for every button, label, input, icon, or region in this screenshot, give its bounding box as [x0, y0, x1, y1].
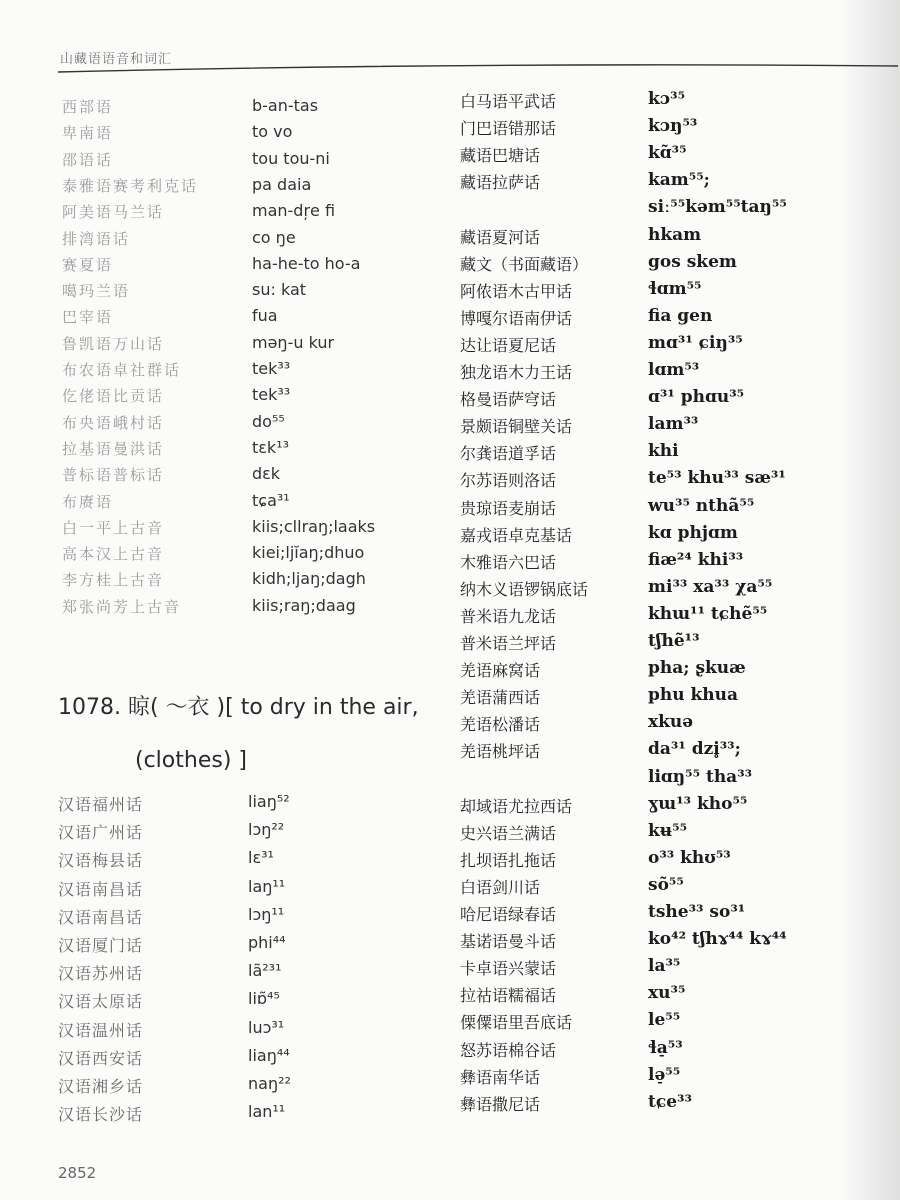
dialect-name: 排湾语话 [62, 229, 131, 248]
dialect-name: 羌语松潘话 [460, 715, 541, 735]
dialect-name: 木雅语六巴话 [460, 552, 557, 572]
word-form: ɬa̠⁵³ [648, 1037, 683, 1058]
word-form: khɯ¹¹ tɕhẽ⁵⁵ [648, 603, 768, 624]
dialect-name: 藏语拉萨话 [460, 173, 541, 193]
dialect-name: 汉语湘乡话 [58, 1077, 144, 1096]
word-form: laŋ¹¹ [248, 876, 286, 896]
dialect-name: 李方桂上古音 [62, 571, 165, 590]
dialect-name: 郑张尚芳上古音 [62, 597, 182, 616]
dialect-name: 羌语桃坪话 [460, 742, 541, 762]
dialect-name: 鲁凯语万山话 [62, 334, 165, 353]
dialect-name: 藏语夏河话 [460, 227, 541, 247]
word-form: kiis;raŋ;daag [252, 595, 356, 615]
dialect-name: 汉语南昌话 [58, 879, 144, 899]
word-form: da³¹ dzi̥³³; [648, 739, 741, 760]
dialect-name: 汉语长沙话 [58, 1105, 144, 1125]
word-form: kam⁵⁵; [648, 170, 710, 191]
word-form: to vo [252, 122, 293, 142]
word-form: kɑ phjɑm [648, 522, 738, 543]
header-rule [58, 60, 898, 74]
dialect-name: 布赓语 [62, 492, 114, 511]
dialect-name: 格曼语萨穹话 [460, 390, 557, 410]
word-form: lɑm⁵³ [648, 360, 700, 380]
dialect-name: 藏语巴塘话 [460, 146, 541, 166]
word-form: məŋ-u kur [252, 332, 335, 352]
word-form: phu khua [648, 685, 739, 706]
word-form: ɣɯ¹³ kho⁵⁵ [648, 793, 748, 814]
dialect-name: 达让语夏尼话 [460, 335, 557, 355]
dialect-name: 嘉戎语卓克基话 [460, 525, 573, 545]
word-form: su: kat [252, 280, 307, 300]
word-form: do⁵⁵ [252, 411, 285, 431]
word-form: kɑ̃³⁵ [648, 143, 687, 164]
dialect-name: 汉语太原话 [58, 992, 144, 1012]
word-form: siː⁵⁵kəm⁵⁵taŋ⁵⁵ [648, 197, 787, 218]
word-form: phi⁴⁴ [248, 933, 286, 952]
word-form: fua [252, 306, 278, 326]
dialect-name: 普标语普标话 [62, 466, 165, 485]
word-form: kɔŋ⁵³ [648, 116, 698, 137]
word-form: xkuə [648, 712, 694, 733]
word-form: tou tou-ni [252, 148, 330, 168]
word-form: mi³³ xa³³ χa⁵⁵ [648, 576, 773, 597]
word-form: lam³³ [648, 414, 699, 435]
dialect-name: 怒苏语棉谷话 [460, 1040, 557, 1060]
dialect-name: 拉祜语糯福话 [460, 986, 557, 1006]
dialect-name: 汉语西安话 [58, 1048, 144, 1068]
dialect-name: 普米语兰坪话 [460, 634, 557, 653]
word-form: pha; ʂkuæ [648, 658, 746, 679]
word-form: tɛk¹³ [252, 437, 290, 457]
word-form: tɕa³¹ [252, 490, 290, 510]
dialect-name: 博嘎尔语南伊话 [460, 308, 573, 328]
left-column-bottom [58, 792, 438, 1132]
word-form: sõ⁵⁵ [648, 874, 684, 895]
word-form: mɑ³¹ ɕiŋ³⁵ [648, 332, 743, 353]
dialect-name: 西部语 [62, 98, 114, 116]
left-column-top [62, 96, 442, 626]
running-header: 山藏语语音和词汇 [60, 52, 173, 67]
word-form: ha-he-to ho-a [252, 253, 361, 273]
dialect-name: 仡佬语比贡话 [62, 387, 165, 406]
dialect-name: 阿侬语木古甲话 [460, 281, 573, 301]
word-form: fia gen [648, 305, 713, 326]
word-form: kʉ⁵⁵ [648, 820, 688, 841]
word-form: gos skem [648, 251, 737, 272]
word-form: lɔŋ²² [248, 820, 285, 840]
dialect-name: 哈尼语绿春话 [460, 905, 557, 924]
word-form: ko⁴² tʃhɤ⁴⁴ kɤ⁴⁴ [648, 929, 787, 950]
word-form: te⁵³ khu³³ sæ³¹ [648, 468, 786, 489]
word-form: tek³³ [252, 385, 291, 405]
word-form: la³⁵ [648, 956, 681, 977]
dialect-name: 尔龚语道孚话 [460, 444, 557, 464]
dialect-name: 拉基语曼洪话 [62, 439, 165, 458]
word-form: lã²³¹ [248, 961, 282, 981]
dialect-name: 汉语梅县话 [58, 851, 144, 871]
word-form: naŋ²² [248, 1074, 291, 1093]
dialect-name: 汉语温州话 [58, 1020, 144, 1040]
dialect-name: 景颇语铜壁关话 [460, 417, 573, 437]
word-form: lɔŋ¹¹ [248, 904, 285, 924]
dialect-name: 汉语南昌话 [58, 907, 144, 927]
dialect-name: 基诺语曼斗话 [460, 932, 557, 952]
word-form: le⁵⁵ [648, 1010, 681, 1031]
word-form: kiei;ljĭaŋ;dhuo [252, 543, 365, 563]
dialect-name: 噶玛兰语 [62, 282, 131, 301]
word-form: liɒ̃⁴⁵ [248, 989, 280, 1009]
dialect-name: 藏文（书面藏语） [460, 254, 589, 274]
word-form: liaŋ⁵² [248, 792, 290, 811]
page-number: 2852 [58, 1164, 97, 1182]
dialect-name: 贵琼语麦崩话 [460, 498, 557, 518]
word-form: b-an-tas [252, 96, 319, 115]
word-form: khi [648, 441, 679, 462]
word-form: lan¹¹ [248, 1102, 286, 1122]
word-form: kiis;cllraŋ;laaks [252, 516, 376, 536]
word-form: o³³ khʊ⁵³ [648, 847, 731, 868]
word-form: man-dŗe fi [252, 201, 336, 221]
word-form: lə̠⁵⁵ [648, 1064, 681, 1085]
word-form: lɛ³¹ [248, 848, 274, 868]
dialect-name: 阿美语马兰话 [62, 203, 165, 222]
dialect-name: 羌语麻窝话 [460, 661, 541, 681]
word-form: liɑŋ⁵⁵ tha³³ [648, 766, 753, 787]
dialect-name: 邵语话 [62, 150, 114, 169]
word-form: xu³⁵ [648, 983, 686, 1004]
dialect-name: 泰雅语赛考利克话 [62, 176, 199, 195]
word-form: pa daia [252, 174, 312, 194]
dialect-name: 白马语平武话 [460, 92, 557, 111]
dialect-name: 汉语广州话 [58, 823, 144, 843]
entry-heading-gloss: (clothes) ] [135, 748, 247, 773]
dialect-name: 尔苏语则洛话 [460, 471, 557, 491]
dialect-name: 汉语苏州话 [58, 964, 144, 984]
dialect-name: 独龙语木力王话 [460, 363, 573, 382]
dialect-name: 汉语厦门话 [58, 936, 144, 955]
word-form: dɛk [252, 464, 281, 484]
word-form: tɕe³³ [648, 1091, 692, 1112]
right-column [460, 89, 880, 1139]
word-form: tʃhẽ¹³ [648, 631, 700, 651]
dialect-name: 傈僳语里吾底话 [460, 1013, 573, 1033]
dialect-name: 布农语卓社群话 [62, 361, 182, 379]
dialect-name: 彝语南华话 [460, 1067, 541, 1087]
word-form: fiæ²⁴ khi³³ [648, 549, 744, 570]
word-form: co ŋe [252, 227, 296, 247]
dialect-name: 白一平上古音 [62, 518, 165, 537]
dialect-name: 彝语撒尼话 [460, 1094, 541, 1114]
dialect-name: 扎坝语扎拖话 [460, 850, 557, 870]
word-form: hkam [648, 224, 702, 245]
word-form: tek³³ [252, 359, 291, 378]
dialect-name: 布央语峨村话 [62, 413, 165, 432]
dialect-name: 巴宰语 [62, 308, 114, 327]
dialect-name: 卡卓语兴蒙话 [460, 959, 557, 979]
dialect-name: 普米语九龙话 [460, 606, 557, 626]
word-form: kɔ³⁵ [648, 89, 686, 109]
dialect-name: 白语剑川话 [460, 877, 541, 897]
dialect-name: 卑南语 [62, 124, 114, 143]
word-form: ɑ³¹ phɑu³⁵ [648, 387, 745, 408]
dialect-name: 史兴语兰满话 [460, 823, 557, 843]
word-form: luɔ³¹ [248, 1017, 285, 1037]
dialect-name: 汉语福州话 [58, 795, 144, 814]
entry-heading: 1078. 晾( ～衣 )[ to dry in the air, [58, 695, 419, 720]
word-form: tshe³³ so³¹ [648, 902, 746, 922]
word-form: liaŋ⁴⁴ [248, 1045, 290, 1065]
dialect-name: 羌语蒲西话 [460, 688, 541, 708]
dialect-name: 纳木义语锣锅底话 [460, 579, 589, 599]
word-form: kidh;ljaŋ;dagh [252, 569, 366, 589]
dialect-name: 门巴语错那话 [460, 119, 557, 139]
dialect-name: 赛夏语 [62, 255, 114, 274]
word-form: wu³⁵ nthã⁵⁵ [648, 495, 755, 516]
dialect-name: 却域语尤拉西话 [460, 796, 573, 816]
dialect-name: 高本汉上古音 [62, 545, 165, 564]
word-form: ɬɑm⁵⁵ [648, 278, 702, 299]
